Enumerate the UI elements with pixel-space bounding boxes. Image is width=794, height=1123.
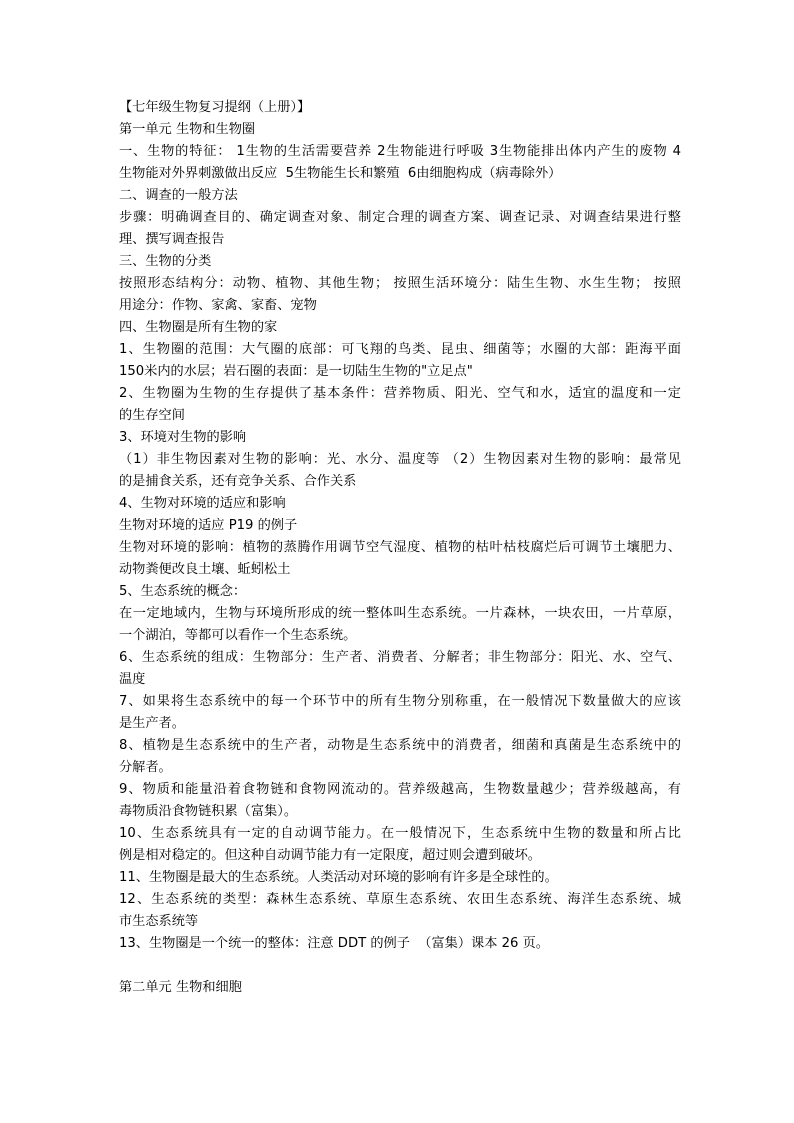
text-line: （1）非生物因素对生物的影响：光、水分、温度等 （2）生物因素对生物的影响：最常见 xyxy=(119,452,681,467)
document-page xyxy=(119,97,681,999)
text-line: 生物对环境的适应 P19 的例子 xyxy=(119,518,298,533)
text-line: 2、生物圈为生物的生存提供了基本条件：营养物质、阳光、空气和水，适宜的温度和一定 xyxy=(119,386,681,401)
text-line: 9、物质和能量沿着食物链和食物网流动的。营养级越高，生物数量越少；营养级越高，有 xyxy=(119,782,681,797)
section-heading: 二、调查的一般方法 xyxy=(119,188,238,203)
text-line: 5、生态系统的概念： xyxy=(119,584,247,599)
blank-line xyxy=(119,955,681,977)
text-line: 按照形态结构分：动物、植物、其他生物； 按照生活环境分：陆生生物、水生生物； 按照 xyxy=(119,276,681,291)
text-line: 分解者。 xyxy=(119,760,172,775)
text-line: 7、如果将生态系统中的每一个环节中的所有生物分别称重，在一般情况下数量做大的应该 xyxy=(119,694,681,709)
text-line: 的生存空间 xyxy=(119,408,185,423)
text-line: 4、生物对环境的适应和影响 xyxy=(119,496,286,511)
text-line: 理、撰写调查报告 xyxy=(119,232,225,247)
text-line: 生物能对外界刺激做出反应 5生物能生长和繁殖 6由细胞构成（病毒除外） xyxy=(119,166,562,181)
text-line: 步骤：明确调查目的、确定调查对象、制定合理的调查方案、调查记录、对调查结果进行整 xyxy=(119,210,681,225)
document-title: 【七年级生物复习提纲（上册）】 xyxy=(119,100,311,115)
text-line: 6、生态系统的组成：生物部分：生产者、消费者、分解者；非生物部分：阳光、水、空气、 xyxy=(119,650,681,665)
text-line: 的是捕食关系，还有竞争关系、合作关系 xyxy=(119,474,357,489)
text-line: 13、生物圈是一个统一的整体：注意 DDT 的例子 （富集）课本 26 页。 xyxy=(119,936,549,951)
text-line: 生物对环境的影响：植物的蒸腾作用调节空气湿度、植物的枯叶枯枝腐烂后可调节土壤肥力、 xyxy=(119,540,681,555)
text-line: 1、生物圈的范围：大气圈的底部：可飞翔的鸟类、昆虫、细菌等；水圈的大部：距海平面 xyxy=(119,342,681,357)
section-heading: 三、生物的分类 xyxy=(119,254,212,269)
text-line: 3、环境对生物的影响 xyxy=(119,430,247,445)
text-line: 8、植物是生态系统中的生产者，动物是生态系统中的消费者，细菌和真菌是生态系统中的 xyxy=(119,738,681,753)
text-line: 温度 xyxy=(119,672,146,687)
unit-1-heading: 第一单元 生物和生物圈 xyxy=(119,122,256,137)
unit-2-heading: 第二单元 生物和细胞 xyxy=(119,980,242,995)
text-line: 毒物质沿食物链积累（富集）。 xyxy=(119,804,298,819)
text-line: 在一定地域内，生物与环境所形成的统一整体叫生态系统。一片森林，一块农田，一片草原， xyxy=(119,606,681,621)
text-line: 例是相对稳定的。但这种自动调节能力有一定限度，超过则会遭到破坏。 xyxy=(119,848,541,863)
text-line: 动物粪便改良土壤、蚯蚓松土 xyxy=(119,562,291,577)
text-line: 一、生物的特征： 1生物的生活需要营养 2生物能进行呼吸 3生物能排出体内产生的废物 4 xyxy=(119,144,681,159)
text-line: 用途分：作物、家禽、家畜、宠物 xyxy=(119,298,317,313)
text-line: 10、生态系统具有一定的自动调节能力。在一般情况下，生态系统中生物的数量和所占比 xyxy=(119,826,681,841)
section-heading: 四、生物圈是所有生物的家 xyxy=(119,320,278,335)
text-line: 11、生物圈是最大的生态系统。人类活动对环境的影响有许多是全球性的。 xyxy=(119,870,558,885)
text-line: 150米内的水层；岩石圈的表面：是一切陆生生物的"立足点" xyxy=(119,364,473,379)
text-line: 是生产者。 xyxy=(119,716,185,731)
text-line: 12、生态系统的类型：森林生态系统、草原生态系统、农田生态系统、海洋生态系统、城 xyxy=(119,892,681,907)
text-line: 一个湖泊，等都可以看作一个生态系统。 xyxy=(119,628,357,643)
text-line: 市生态系统等 xyxy=(119,914,199,929)
